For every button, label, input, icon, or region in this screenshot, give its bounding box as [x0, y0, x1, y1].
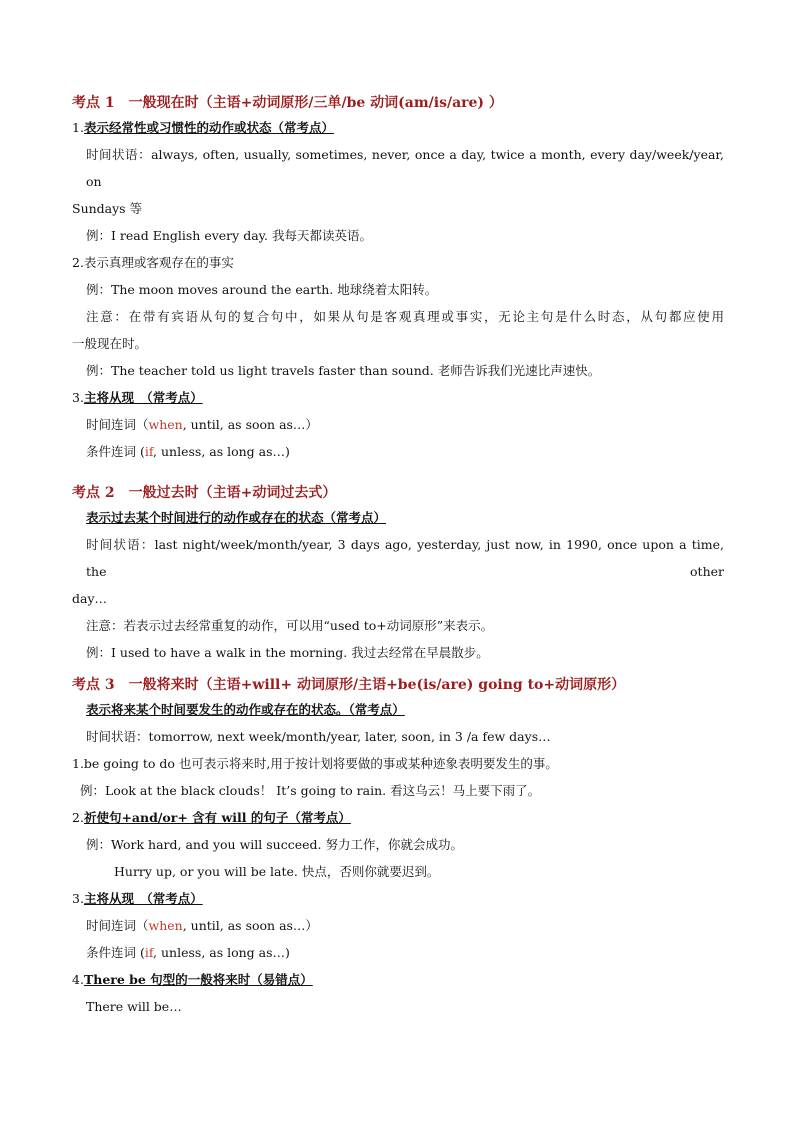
tail-example: There will be… [86, 999, 182, 1014]
condition-conjunctions: 条件连词 (if, unless, as long as…) [86, 444, 290, 459]
section-2 [72, 482, 724, 666]
example-3: 例：The teacher told us light travels faster than sound. 老师告诉我们光速比声速快。 [86, 363, 601, 378]
section-3-head: 表示将来某个时间要发生的动作或存在的状态。（常考点） [86, 702, 405, 717]
note-line-1: 注意：在带有宾语从句的复合句中，如果从句是客观真理或事实，无论主句是什么时态，从句都应使用 [86, 309, 724, 324]
time-conjunctions: 时间连词（when, until, as soon as…） [86, 417, 318, 432]
point-3: 3.主将从现 （常考点） [72, 390, 203, 405]
time-conjunctions: 时间连词（when, until, as soon as…） [86, 918, 318, 933]
adverbial-line-2: Sundays 等 [72, 201, 143, 216]
section-3-title: 考点 3 一般将来时（主语+will+ 动词原形/主语+be(is/are) going to+动词原形） [72, 677, 626, 693]
section-1 [72, 92, 724, 465]
note: 注意：若表示过去经常重复的动作，可以用“used to+动词原形”来表示。 [86, 618, 494, 633]
point-2: 2.祈使句+and/or+ 含有 will 的句子（常考点） [72, 810, 351, 825]
section-1-title: 考点 1 一般现在时（主语+动词原形/三单/be 动词(am/is/are) ） [72, 95, 503, 111]
adverbial-line: 时间状语：tomorrow, next week/month/year, later, soon, in 3 /a few days… [86, 729, 551, 744]
point-2-head: 祈使句+and/or+ 含有 will 的句子（常考点） [83, 810, 351, 825]
example-1: 例：I read English every day. 我每天都读英语。 [86, 228, 372, 243]
point-1-head: 表示经常性或习惯性的动作或状态（常考点） [83, 120, 334, 135]
section-2-head: 表示过去某个时间进行的动作或存在的状态（常考点） [86, 510, 387, 525]
point-3-head: 主将从现 （常考点） [83, 390, 203, 405]
example-1: 例：Look at the black clouds！ It’s going to rain. 看这乌云！马上要下雨了。 [80, 783, 541, 798]
example: 例：I used to have a walk in the morning. 我过去经常在早晨散步。 [86, 645, 489, 660]
condition-conjunctions: 条件连词 (if, unless, as long as…) [86, 945, 290, 960]
section-2-title: 考点 2 一般过去时（主语+动词过去式） [72, 485, 337, 501]
point-1: 1.be going to do 也可表示将来时,用于按计划将要做的事或某种迹象表明要发生的事。 [72, 756, 558, 771]
example-2a: 例：Work hard, and you will succeed. 努力工作，你就会成功。 [86, 837, 463, 852]
point-4-head: There be 句型的一般将来时（易错点） [83, 972, 313, 987]
adverbial-line-2: day… [72, 591, 108, 606]
adverbial-line-1: 时间状语：always, often, usually, sometimes, never, once a day, twice a month, every day/week/year, on [86, 147, 724, 189]
point-2: 2.表示真理或客观存在的事实 [72, 255, 234, 270]
point-3: 3.主将从现 （常考点） [72, 891, 203, 906]
point-3-head: 主将从现 （常考点） [83, 891, 203, 906]
note-line-2: 一般现在时。 [72, 336, 148, 351]
example-2b: Hurry up, or you will be late. 快点，否则你就要迟到。 [114, 864, 440, 879]
adverbial-line-1: 时间状语：last night/week/month/year, 3 days ago, yesterday, just now, in 1990, once upon a time, the other [86, 537, 724, 579]
section-3 [72, 674, 724, 1020]
point-4: 4.There be 句型的一般将来时（易错点） [72, 972, 313, 987]
example-2: 例：The moon moves around the earth. 地球绕着太阳转。 [86, 282, 438, 297]
point-1: 1.表示经常性或习惯性的动作或状态（常考点） [72, 120, 334, 135]
